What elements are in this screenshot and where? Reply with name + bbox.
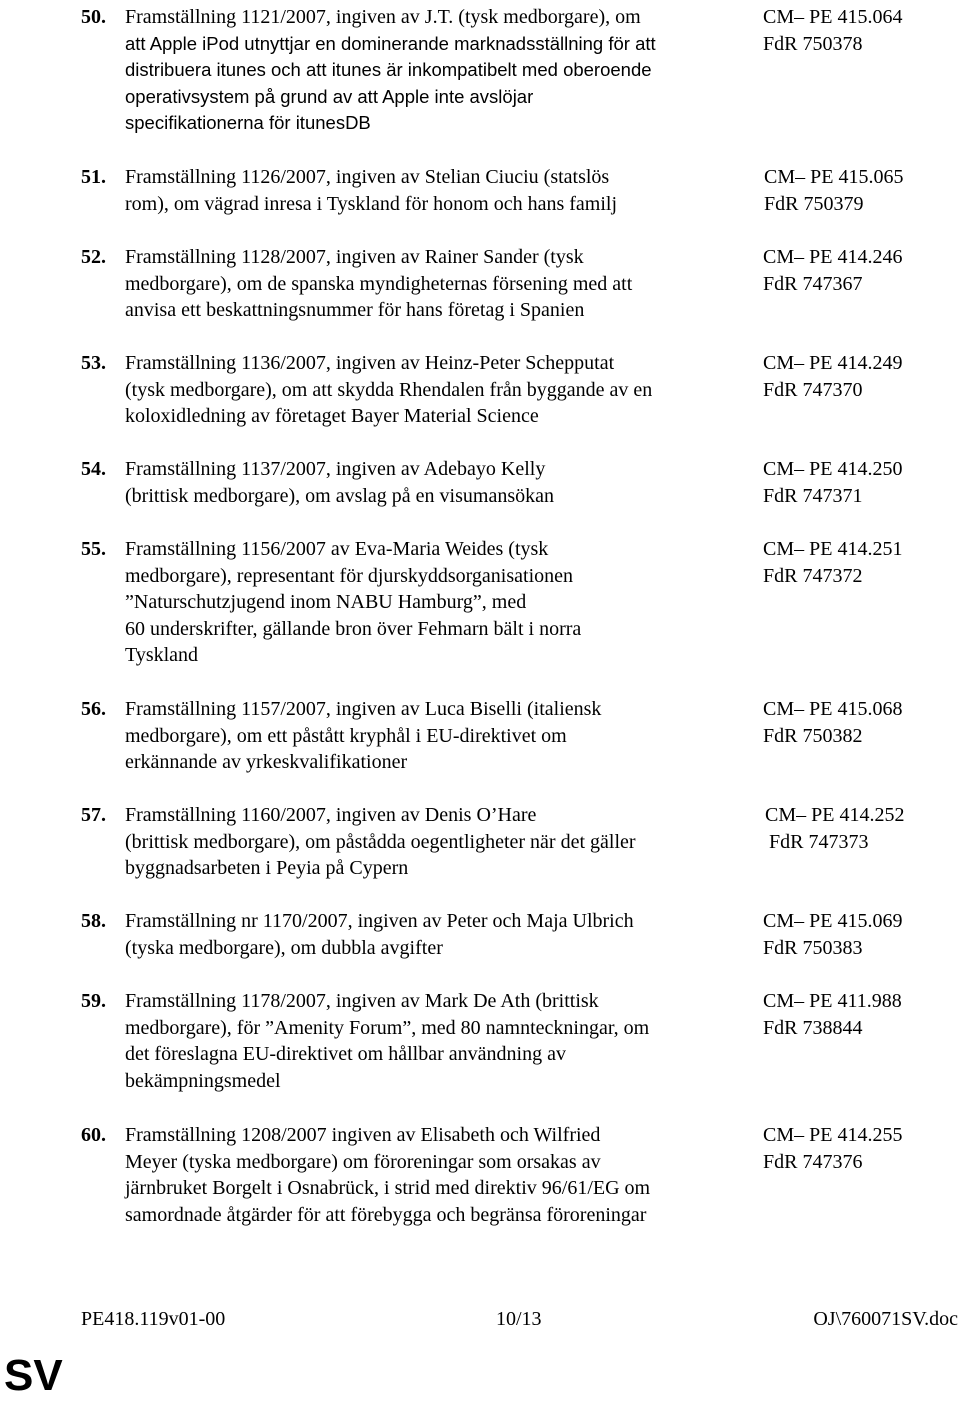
petition-description: [125, 536, 745, 669]
document-references: [763, 536, 902, 589]
description-line: rom), om vägrad inresa i Tyskland för honom och hans familj: [125, 192, 618, 215]
cm-reference: CM– PE 411.988: [763, 990, 902, 1012]
item-number: 57.: [81, 804, 106, 826]
description-line: Framställning 1121/2007, ingiven av J.T. (tysk medborgare), om: [125, 6, 641, 28]
document-references: [763, 4, 902, 57]
fdr-reference: FdR 738844: [763, 1016, 863, 1039]
description-line: Meyer (tyska medborgare) om föroreningar som orsakas av: [125, 1150, 601, 1173]
cm-reference: CM– PE 414.252: [765, 804, 905, 826]
description-line: operativsystem på grund av att Apple inte avslöjar: [125, 85, 534, 107]
fdr-reference: FdR 747370: [763, 378, 863, 401]
item-number: 58.: [81, 910, 106, 932]
petition-description: [125, 456, 745, 509]
description-line: Framställning 1136/2007, ingiven av Heinz-Peter Schepputat: [125, 352, 615, 374]
description-line: Framställning 1126/2007, ingiven av Stelian Ciuciu (statslös: [125, 166, 610, 188]
document-references: [763, 802, 904, 855]
document-references: [763, 1122, 902, 1175]
description-line: det föreslagna EU-direktivet om hållbar användning av: [125, 1043, 566, 1065]
description-line: koloxidledning av företaget Bayer Material Science: [125, 405, 539, 427]
document-references: [763, 350, 902, 403]
fdr-reference: FdR 747367: [763, 272, 863, 295]
cm-reference: CM– PE 415.069: [763, 910, 903, 932]
description-line: medborgare), om ett påstått kryphål i EU-direktivet om: [125, 724, 567, 747]
fdr-reference: FdR 750383: [763, 936, 863, 959]
document-references: [763, 244, 902, 297]
item-number: 50.: [81, 6, 106, 28]
document-references: [763, 908, 902, 961]
description-line: järnbruket Borgelt i Osnabrück, i strid med direktiv 96/61/EG om: [125, 1177, 651, 1199]
description-line: (brittisk medborgare), om påstådda oegentligheter när det gäller: [125, 830, 636, 853]
cm-reference: CM– PE 414.251: [763, 538, 903, 560]
description-line: medborgare), för ”Amenity Forum”, med 80 namnteckningar, om: [125, 1016, 650, 1039]
item-number: 55.: [81, 538, 106, 560]
description-line: 60 underskrifter, gällande bron över Fehmarn bält i norra: [125, 617, 582, 640]
cm-reference: CM– PE 414.246: [763, 246, 903, 268]
description-line: Framställning nr 1170/2007, ingiven av Peter och Maja Ulbrich: [125, 910, 634, 932]
document-references: [763, 696, 902, 749]
cm-reference: CM– PE 415.065: [764, 166, 904, 188]
description-line: bekämpningsmedel: [125, 1069, 281, 1092]
description-line: Tyskland: [125, 644, 199, 666]
petition-description: [125, 350, 745, 430]
item-number: 60.: [81, 1124, 106, 1146]
cm-reference: CM– PE 414.250: [763, 458, 903, 480]
petition-description: [125, 908, 745, 961]
description-line: byggnadsarbeten i Peyia på Cypern: [125, 857, 409, 879]
item-number: 53.: [81, 352, 106, 374]
page-footer: [0, 1306, 960, 1334]
description-line: medborgare), om de spanska myndigheternas försening med att: [125, 272, 633, 295]
description-line: specifikationerna för itunesDB: [125, 112, 371, 133]
description-line: Framställning 1137/2007, ingiven av Adebayo Kelly: [125, 458, 546, 480]
document-references: [763, 456, 902, 509]
fdr-reference: FdR 747371: [763, 484, 863, 507]
petition-description: [125, 696, 745, 776]
fdr-reference: FdR 747373: [769, 830, 869, 853]
petition-description: [125, 802, 745, 882]
cm-reference: CM– PE 415.068: [763, 698, 903, 720]
description-line: erkännande av yrkeskvalifikationer: [125, 751, 408, 773]
description-line: Framställning 1128/2007, ingiven av Rainer Sander (tysk: [125, 246, 584, 268]
fdr-reference: FdR 747376: [763, 1150, 863, 1173]
description-line: (tyska medborgare), om dubbla avgifter: [125, 936, 443, 959]
item-number: 54.: [81, 458, 106, 480]
petition-description: [125, 164, 745, 217]
fdr-reference: FdR 750379: [764, 192, 864, 215]
fdr-reference: FdR 750382: [763, 724, 863, 747]
description-line: Framställning 1160/2007, ingiven av Denis O’Hare: [125, 804, 537, 826]
page-number: 10/13: [496, 1308, 542, 1330]
cm-reference: CM– PE 414.255: [763, 1124, 903, 1146]
item-number: 59.: [81, 990, 106, 1012]
description-line: (tysk medborgare), om att skydda Rhendalen från byggande av en: [125, 378, 653, 401]
item-number: 51.: [81, 166, 106, 188]
petition-description: [125, 988, 745, 1094]
description-line: Framställning 1178/2007, ingiven av Mark De Ath (brittisk: [125, 990, 599, 1012]
language-marker: SV: [4, 1351, 63, 1400]
description-line: anvisa ett beskattningsnummer för hans företag i Spanien: [125, 299, 585, 321]
cm-reference: CM– PE 415.064: [763, 6, 903, 28]
description-line: Framställning 1156/2007 av Eva-Maria Weides (tysk: [125, 538, 549, 560]
document-references: [763, 988, 902, 1041]
fdr-reference: FdR 750378: [763, 32, 863, 55]
item-number: 52.: [81, 246, 106, 268]
description-line: samordnade åtgärder för att förebygga och begränsa föroreningar: [125, 1203, 647, 1226]
description-line: att Apple iPod utnyttjar en dominerande marknadsställning för att: [125, 32, 656, 54]
description-line: medborgare), representant för djurskyddsorganisationen: [125, 564, 574, 587]
description-line: Framställning 1208/2007 ingiven av Elisabeth och Wilfried: [125, 1124, 601, 1146]
document-reference: PE418.119v01-00: [81, 1308, 226, 1330]
cm-reference: CM– PE 414.249: [763, 352, 903, 374]
petition-description: [125, 4, 745, 137]
description-line: ”Naturschutzjugend inom NABU Hamburg”, med: [125, 591, 527, 613]
item-number: 56.: [81, 698, 106, 720]
description-line: distribuera itunes och att itunes är inkompatibelt med oberoende: [125, 59, 652, 80]
petition-description: [125, 244, 745, 324]
fdr-reference: FdR 747372: [763, 564, 863, 587]
file-name: OJ\760071SV.doc: [813, 1308, 958, 1330]
document-references: [763, 164, 903, 217]
petition-description: [125, 1122, 745, 1228]
description-line: Framställning 1157/2007, ingiven av Luca Biselli (italiensk: [125, 698, 602, 720]
description-line: (brittisk medborgare), om avslag på en visumansökan: [125, 484, 554, 507]
